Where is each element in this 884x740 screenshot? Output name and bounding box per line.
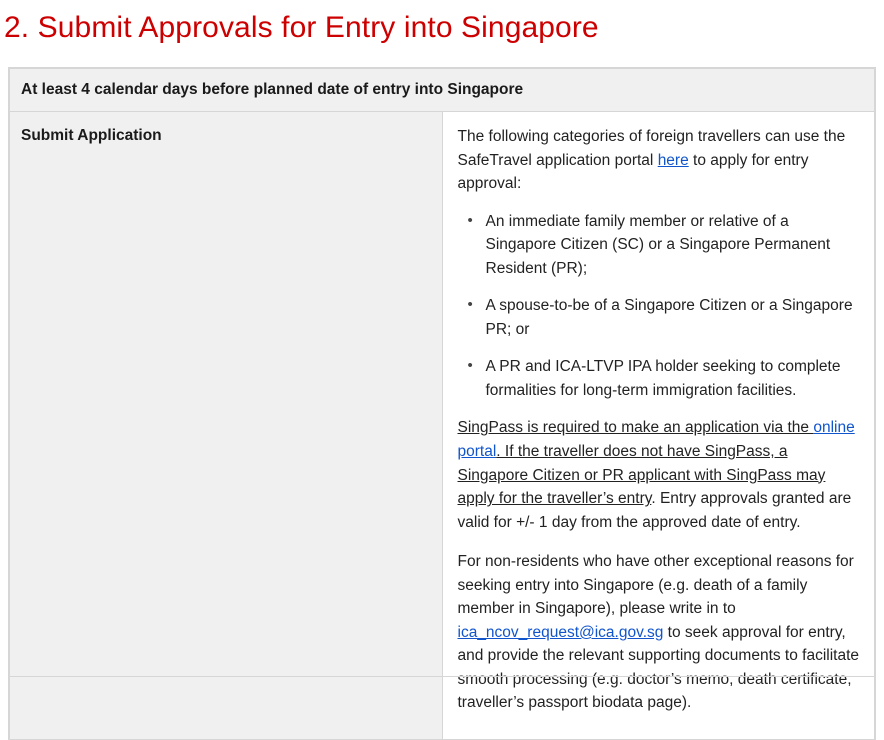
categories-list — [458, 210, 861, 403]
info-table-container — [8, 67, 876, 740]
intro-paragraph — [458, 125, 861, 196]
row-content — [442, 112, 875, 740]
intro-text-after-link: to apply for entry approval: — [457, 151, 809, 193]
online-portal-link[interactable]: online portal — [457, 419, 855, 461]
info-table — [9, 68, 875, 740]
non-residents-text-part2: to seek approval for entry, and provide the relevant supporting documents to facilitate smooth processing (e.g. doctor’s memo, death certificate, traveller’s passport biodata page). — [457, 623, 860, 712]
table-header-row — [10, 69, 875, 112]
singpass-paragraph — [458, 416, 861, 534]
non-residents-text-part1: For non-residents who have other exceptional reasons for seeking entry into Singapore (e.g. death of a family member in Singapore), please write in to — [457, 553, 854, 618]
intro-text-before-link: The following categories of foreign travellers can use the SafeTravel application portal — [457, 128, 846, 169]
list-item: • An immediate family member or relative of a Singapore Citizen (SC) or a Singapore Permanent Resident (PR); — [484, 210, 861, 281]
document-page — [0, 8, 884, 712]
table-row — [10, 112, 875, 740]
singpass-text-part3: . Entry approvals granted are valid for +/- 1 day from the approved date of entry. — [457, 490, 852, 531]
page-title: 2. Submit Approvals for Entry into Singapore — [4, 11, 599, 44]
non-residents-paragraph — [458, 550, 861, 715]
ica-email-link[interactable]: ica_ncov_request@ica.gov.sg — [457, 623, 664, 641]
table-header-text: At least 4 calendar days before planned date of entry into Singapore — [10, 69, 875, 112]
singpass-text-part2: . If the traveller does not have SingPass, a Singapore Citizen or PR applicant with SingPass may apply for the traveller’s entry — [457, 443, 826, 508]
list-item: • A PR and ICA-LTVP IPA holder seeking to complete formalities for long-term immigration facilities. — [484, 355, 861, 402]
safetravel-portal-link[interactable]: here — [657, 151, 689, 169]
singpass-text-part1: SingPass is required to make an application via the — [457, 419, 814, 437]
row-label-submit-application: Submit Application — [10, 112, 443, 740]
list-item: • A spouse-to-be of a Singapore Citizen or a Singapore PR; or — [484, 294, 861, 341]
